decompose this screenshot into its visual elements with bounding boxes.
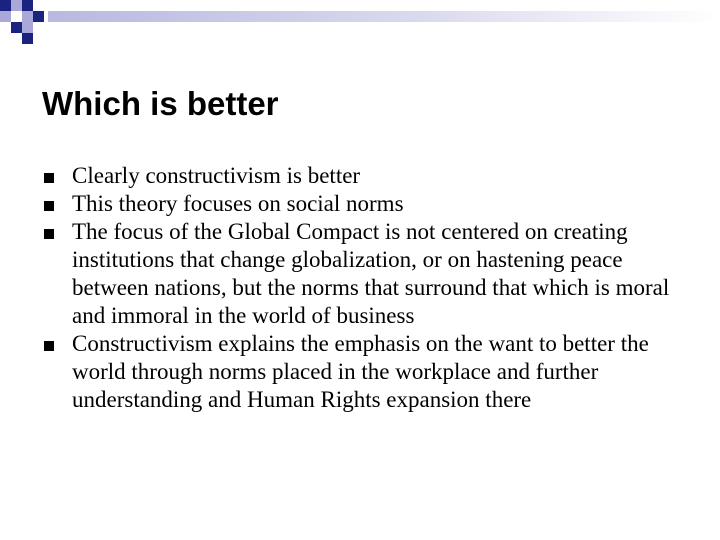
corner-decoration	[0, 0, 720, 50]
square-bullet-icon	[44, 173, 54, 183]
bullet-item	[42, 330, 682, 414]
square-bullet-icon	[44, 201, 54, 211]
square-bullet-icon	[44, 229, 54, 239]
bullet-list	[42, 162, 682, 414]
bullet-item	[42, 218, 682, 330]
slide-title: Which is better	[42, 85, 279, 122]
bullet-text: This theory focuses on social norms	[72, 191, 404, 216]
bullet-item	[42, 190, 682, 218]
bullet-text: The focus of the Global Compact is not centered on creating institutions that change globalization, or on hastening peace between nations, but the norms that surround that which is moral and immoral in the world of business	[72, 219, 670, 328]
bullet-text: Clearly constructivism is better	[72, 163, 361, 188]
square-bullet-icon	[44, 341, 54, 351]
bullet-item	[42, 162, 682, 190]
bullet-text: Constructivism explains the emphasis on the want to better the world through norms placed in the workplace and further understanding and Human Rights expansion there	[72, 331, 649, 412]
